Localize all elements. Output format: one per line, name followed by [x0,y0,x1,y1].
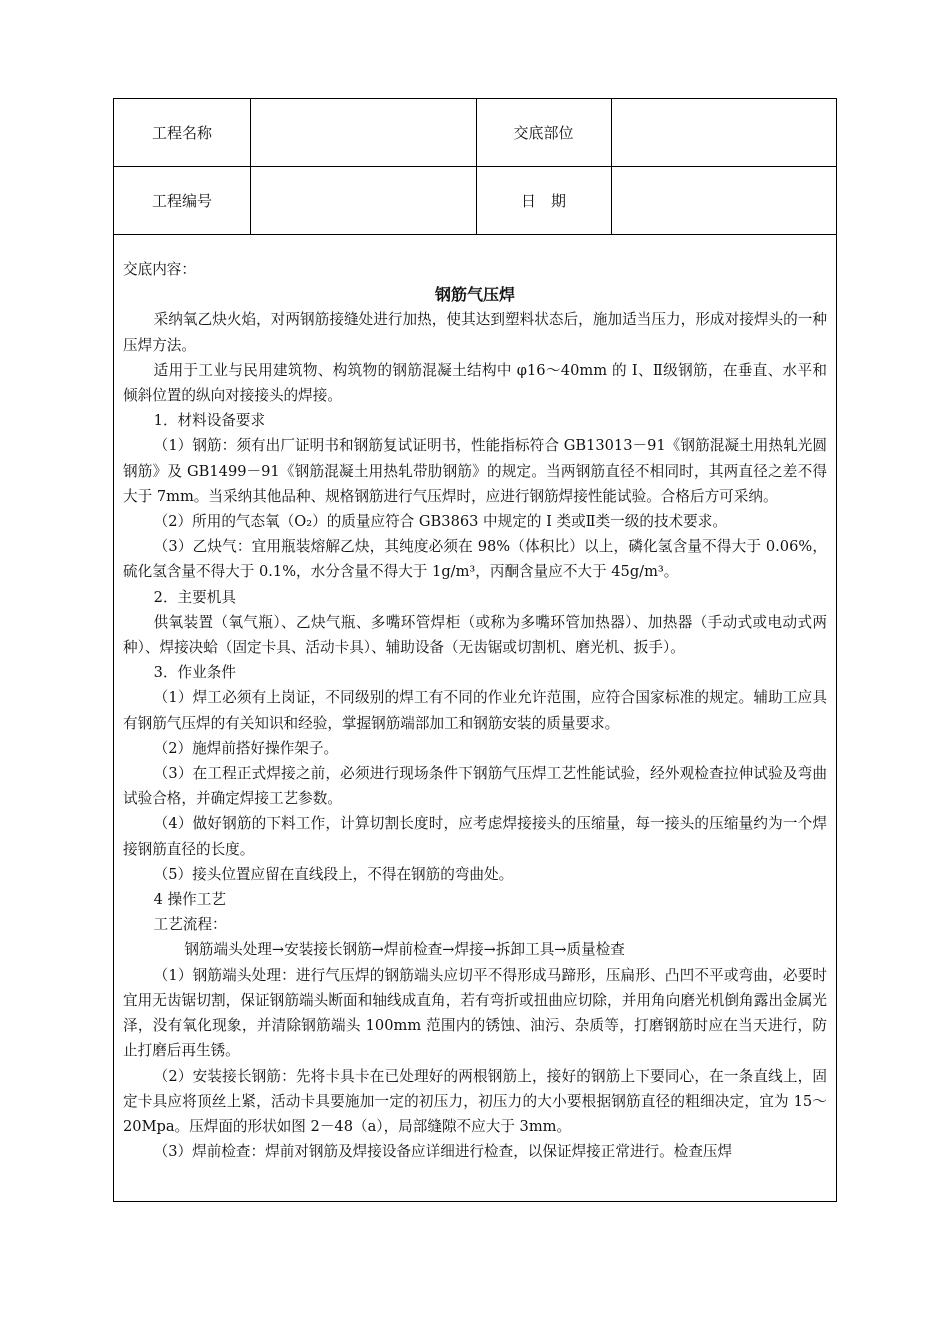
paragraph: 工艺流程： [153,916,227,934]
paragraph: （3）焊前检查：焊前对钢筋及焊接设备应详细进行检查，以保证焊接正常进行。检查压焊 [153,1143,733,1161]
paragraph: （1）钢筋：须有出厂证明书和钢筋复试证明书，性能指标符合 GB13013－91《钢筋混凝土用热轧光圆钢筋》及 GB1499－91《钢筋混凝土用热轧带肋钢筋》的规定。当两钢筋直径不相同时，其两直径之差不得大于 7mm。当采纳其他品种、规格钢筋进行气压焊时，应进行钢筋焊接性能试验。合格后方可采纳。 [123,437,827,505]
paragraph: （2）安装接长钢筋：先将卡具卡在已处理好的两根钢筋上，接好的钢筋上下要同心，在一条直线上，固定卡具应将顶丝上紧，活动卡具要施加一定的初压力，初压力的大小要根据钢筋直径的粗细决定，宜为 15～20Mpa。压焊面的形状如图 2－48（a），局部缝隙不应大于 3mm。 [123,1067,827,1135]
disclosure-form [113,98,837,1202]
paragraph: （4）做好钢筋的下料工作，计算切割长度时，应考虑焊接接头的压缩量，每一接头的压缩量约为一个焊接钢筋直径的长度。 [123,815,827,858]
project-name-value [250,99,476,166]
column-divider [476,99,477,235]
section-heading: 3．作业条件 [153,664,236,682]
date-label: 日 期 [520,192,566,210]
paragraph: （2）施焊前搭好操作架子。 [153,739,339,757]
date-value [611,167,836,234]
paragraph: 适用于工业与民用建筑物、构筑物的钢筋混凝土结构中 φ16～40mm 的 I、Ⅱ级钢筋，在垂直、水平和倾斜位置的纵向对接接头的焊接。 [123,361,827,405]
paragraph: （1）钢筋端头处理：进行气压焊的钢筋端头应切平不得形成马蹄形，压扁形、凸凹不平或弯曲，必要时宜用无齿锯切割，保证钢筋端头断面和轴线成直角，若有弯折或扭曲应切除，并用角向磨光机倒角露出金属光泽，没有氧化现象，并清除钢筋端头 100mm 范围内的锈蚀、油污、杂质等，打磨钢筋时应在当天进行，防止打磨后再生锈。 [123,966,827,1060]
location-label: 交底部位 [513,124,574,142]
section-heading: 1．材料设备要求 [153,412,266,430]
project-no-value [250,167,476,234]
disclosure-content [123,257,827,1164]
project-name-label: 工程名称 [151,124,212,142]
project-no-label: 工程编号 [151,192,212,210]
header-row-1 [114,99,836,167]
paragraph: （3）在工程正式焊接之前，必须进行现场条件下钢筋气压焊工艺性能试验，经外观检查拉伸试验及弯曲试验合格，并确定焊接工艺参数。 [123,765,827,808]
paragraph: 采纳氧乙炔火焰，对两钢筋接缝处进行加热，使其达到塑料状态后，施加适当压力，形成对接焊头的一种压焊方法。 [123,311,827,354]
document-title: 钢筋气压焊 [434,285,515,305]
paragraph: 供氧装置（氧气瓶）、乙炔气瓶、多嘴环管焊柜（或称为多嘴环管加热器）、加热器（手动式或电动式两种）、焊接决蛤（固定卡具、活动卡具）、辅助设备（无齿锯或切割机、磨光机、扳手）。 [123,613,827,657]
paragraph: （2）所用的气态氧（O₂）的质量应符合 GB3863 中规定的 I 类或Ⅱ类一级的技术要求。 [153,513,727,531]
section-heading: 4 操作工艺 [153,891,226,909]
paragraph: （5）接头位置应留在直线段上，不得在钢筋的弯曲处。 [153,865,514,883]
paragraph: （3）乙炔气：宜用瓶装熔解乙炔，其纯度必须在 98%（体积比）以上，磷化氢含量不得大于 0.06%，硫化氢含量不得大于 0.1%，水分含量不得大于 1g/m³，丙酮含量应不大于 45g/m³。 [123,538,827,581]
content-intro-label: 交底内容： [123,261,196,278]
column-divider [250,99,251,235]
location-value [611,99,836,166]
paragraph: （1）焊工必须有上岗证，不同级别的焊工有不同的作业允许范围，应符合国家标准的规定。辅助工应具有钢筋气压焊的有关知识和经验，掌握钢筋端部加工和钢筋安装的质量要求。 [123,689,827,732]
column-divider [611,99,612,235]
header-row-2 [114,167,836,235]
process-flow: 钢筋端头处理→安装接长钢筋→焊前检查→焊接→拆卸工具→质量检查 [184,941,625,959]
section-heading: 2．主要机具 [153,588,236,606]
